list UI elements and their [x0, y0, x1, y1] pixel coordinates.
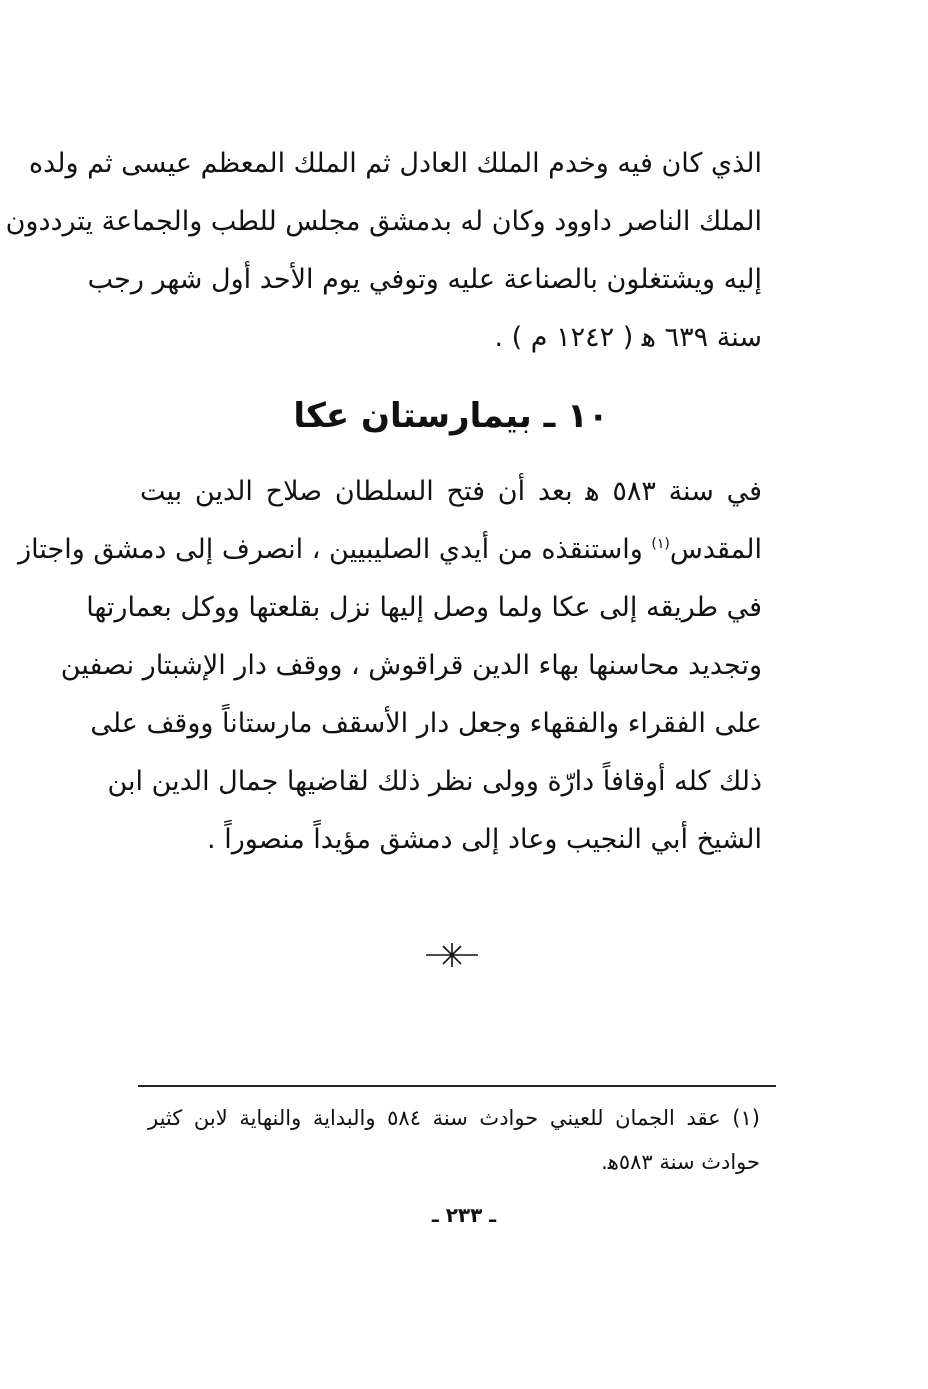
page-number: ـ ٢٣٣ ـ	[431, 1203, 497, 1227]
text-line: الملك الناصر داوود وكان له بدمشق مجلس للطب والجماعة يترددون	[5, 206, 762, 237]
text-line: ذلك كله أوقافاً دارّة وولى نظر ذلك لقاضيها جمال الدين ابن	[107, 766, 762, 797]
text-line: الذي كان فيه وخدم الملك العادل ثم الملك المعظم عيسى ثم ولده	[28, 148, 762, 179]
text-line: إليه ويشتغلون بالصناعة عليه وتوفي يوم الأحد أول شهر رجب	[87, 264, 762, 295]
text-line	[18, 521, 762, 579]
section-heading: ١٠ ـ بيمارستان عكا	[293, 396, 609, 436]
text-line: في طريقه إلى عكا ولما وصل إليها نزل بقلعتها ووكل بعمارتها	[86, 592, 762, 623]
text-line: الشيخ أبي النجيب وعاد إلى دمشق مؤيداً منصوراً .	[207, 824, 762, 855]
footnote-divider	[138, 1085, 776, 1087]
text-segment: واستنقذه من أيدي الصليبيين ، انصرف إلى دمشق واجتاز	[18, 534, 643, 565]
text-line: وتجديد محاسنها بهاء الدين قراقوش ، ووقف دار الإشبتار نصفين	[60, 650, 762, 681]
text-line: في سنة ٥٨٣ ﻫ بعد أن فتح السلطان صلاح الدين بيت	[140, 476, 762, 507]
asterisk-separator-icon	[424, 940, 480, 970]
paragraph-continuation	[5, 135, 762, 367]
text-segment: المقدس	[669, 534, 762, 565]
paragraph-akka	[18, 463, 762, 869]
text-line: على الفقراء والفقهاء وجعل دار الأسقف مارستاناً ووقف على	[90, 708, 762, 739]
footnote-reference: (١)	[651, 536, 670, 552]
footnote-line: حوادث سنة ٥٨٣ﻫ.	[601, 1150, 760, 1174]
text-line: سنة ٦٣٩ ﻫ ( ١٢٤٢ م ) .	[494, 322, 762, 353]
footnote-line: (١) عقد الجمان للعيني حوادث سنة ٥٨٤ والبداية والنهاية لابن كثير	[148, 1106, 760, 1130]
footnotes	[148, 1096, 760, 1184]
